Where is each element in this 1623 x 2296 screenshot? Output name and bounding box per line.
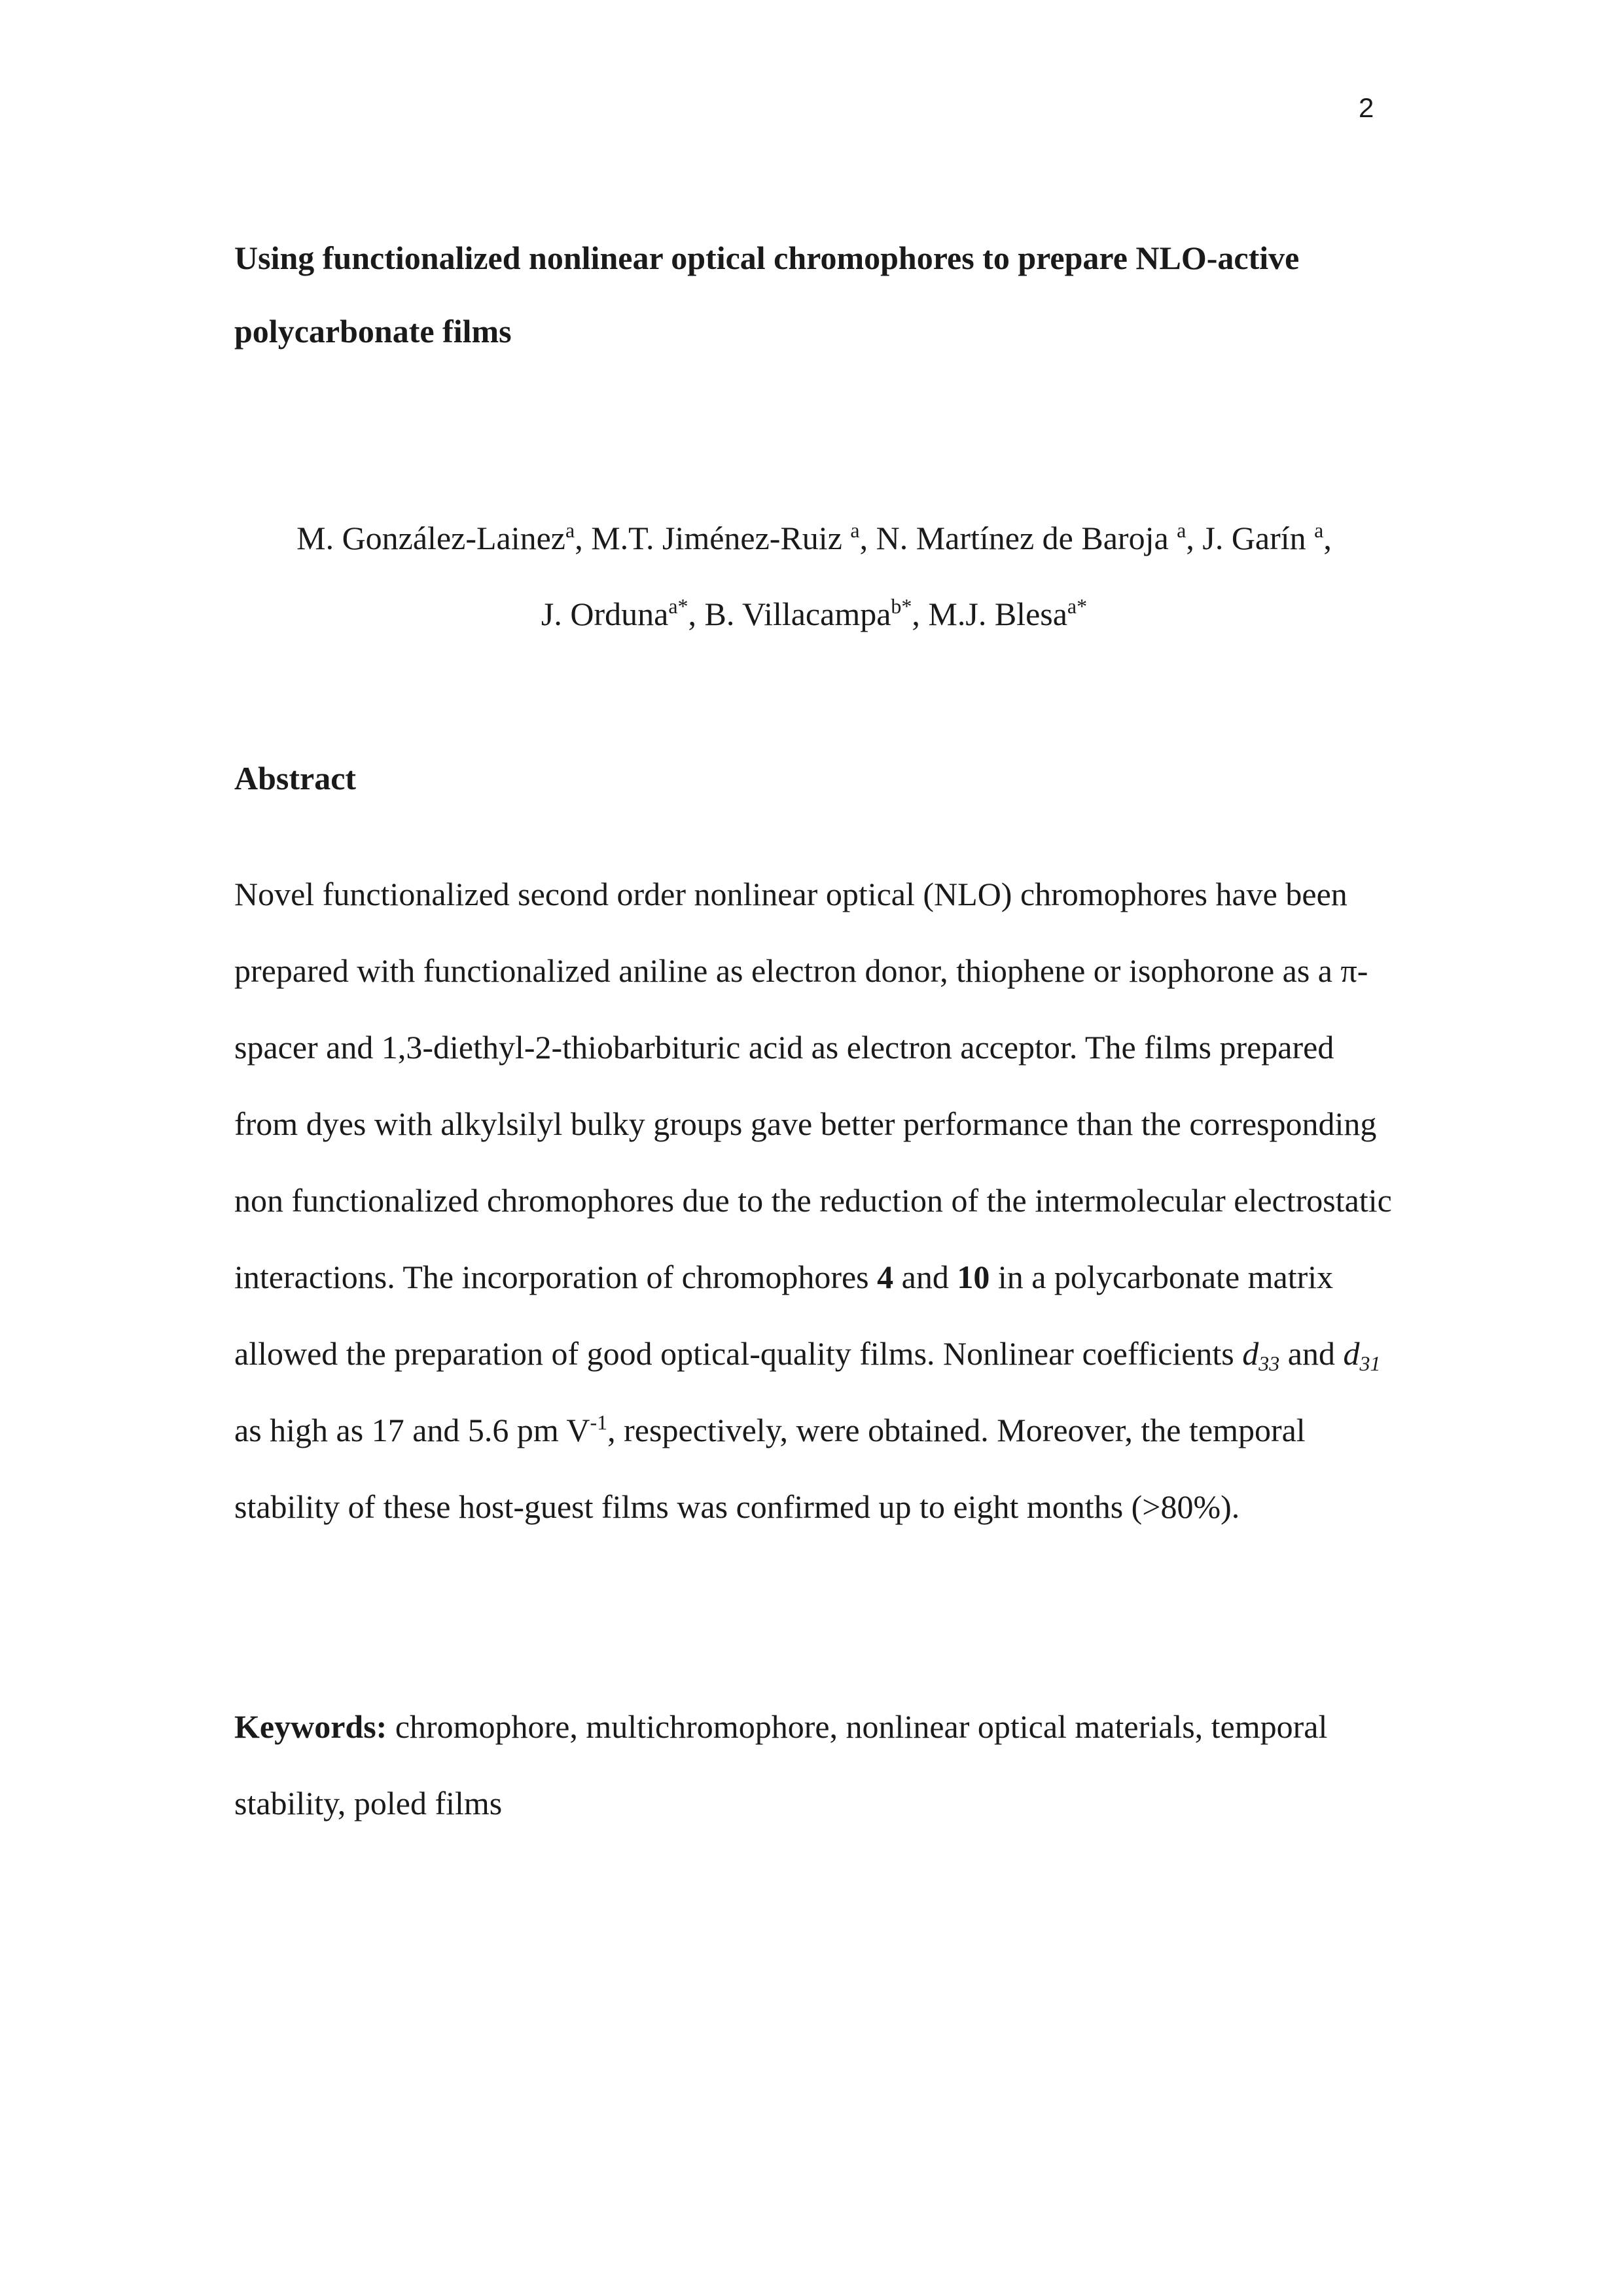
text-line (234, 1392, 1425, 1469)
text-line (234, 1009, 1425, 1086)
text-line (234, 1316, 1425, 1392)
text-segment: interactions. The incorporation of chromophores (234, 1259, 878, 1295)
text-line (234, 1162, 1425, 1239)
text-segment: in a polycarbonate matrix (990, 1259, 1334, 1295)
text-segment: stability, poled films (234, 1785, 503, 1821)
text-segment: non functionalized chromophores due to the reduction of the intermolecular electrostatic (234, 1182, 1392, 1219)
text-line (234, 933, 1425, 1009)
text-segment: 31 (1359, 1352, 1381, 1375)
text-segment: a (1314, 518, 1324, 542)
paper-title (234, 221, 1406, 368)
text-segment: as high as 17 and 5.6 pm V (234, 1412, 590, 1448)
text-segment: , M.T. Jiménez-Ruiz (575, 520, 851, 556)
paper-title-line-1: Using functionalized nonlinear optical chromophores to prepare NLO-active (234, 240, 1300, 276)
text-segment: from dyes with alkylsilyl bulky groups gave better performance than the corresponding (234, 1105, 1377, 1142)
text-line (234, 1469, 1425, 1545)
text-segment: J. Orduna (541, 596, 669, 632)
text-line (234, 856, 1425, 933)
text-segment: a (1177, 518, 1186, 542)
text-segment: a* (668, 594, 688, 618)
text-segment: 10 (957, 1259, 990, 1295)
text-segment: spacer and 1,3-diethyl-2-thiobarbituric acid as electron acceptor. The films prepared (234, 1029, 1334, 1066)
text-line (234, 1086, 1425, 1162)
text-segment: chromophore, multichromophore, nonlinear optical materials, temporal (387, 1708, 1328, 1745)
text-segment: 4 (877, 1259, 894, 1295)
text-segment: a (565, 518, 575, 542)
abstract-paragraph (234, 856, 1425, 1545)
text-segment: stability of these host-guest films was confirmed up to eight months (>80%). (234, 1488, 1240, 1525)
text-segment: , (1323, 520, 1332, 556)
text-line (234, 1689, 1406, 1765)
text-segment: a (850, 518, 860, 542)
text-segment: , respectively, were obtained. Moreover, the temporal (607, 1412, 1306, 1448)
text-line (234, 1765, 1406, 1842)
text-segment: Novel functionalized second order nonlinear optical (NLO) chromophores have been (234, 876, 1347, 912)
text-segment: Keywords: (234, 1708, 387, 1745)
text-line (234, 576, 1394, 652)
abstract-heading: Abstract (234, 760, 357, 797)
text-segment: , B. Villacampa (688, 596, 891, 632)
text-segment: 33 (1258, 1352, 1280, 1375)
text-segment: M. González-Lainez (296, 520, 565, 556)
text-segment: , M.J. Blesa (912, 596, 1067, 632)
text-segment: allowed the preparation of good optical-quality films. Nonlinear coefficients (234, 1335, 1243, 1372)
text-segment: prepared with functionalized aniline as electron donor, thiophene or isophorone as a π- (234, 952, 1368, 989)
text-segment: d (1343, 1335, 1360, 1372)
keywords-paragraph (234, 1689, 1406, 1842)
text-line (234, 1239, 1425, 1316)
text-segment: a* (1067, 594, 1088, 618)
text-segment: and (893, 1259, 957, 1295)
text-segment: -1 (590, 1410, 608, 1434)
paper-title-line-2: polycarbonate films (234, 313, 512, 350)
page-number: 2 (1359, 92, 1374, 123)
text-segment: , N. Martínez de Baroja (859, 520, 1177, 556)
text-segment: , J. Garín (1186, 520, 1315, 556)
author-list (234, 500, 1394, 652)
text-segment: b* (891, 594, 912, 618)
text-segment: d (1242, 1335, 1259, 1372)
text-line (234, 500, 1394, 576)
text-segment: and (1279, 1335, 1344, 1372)
